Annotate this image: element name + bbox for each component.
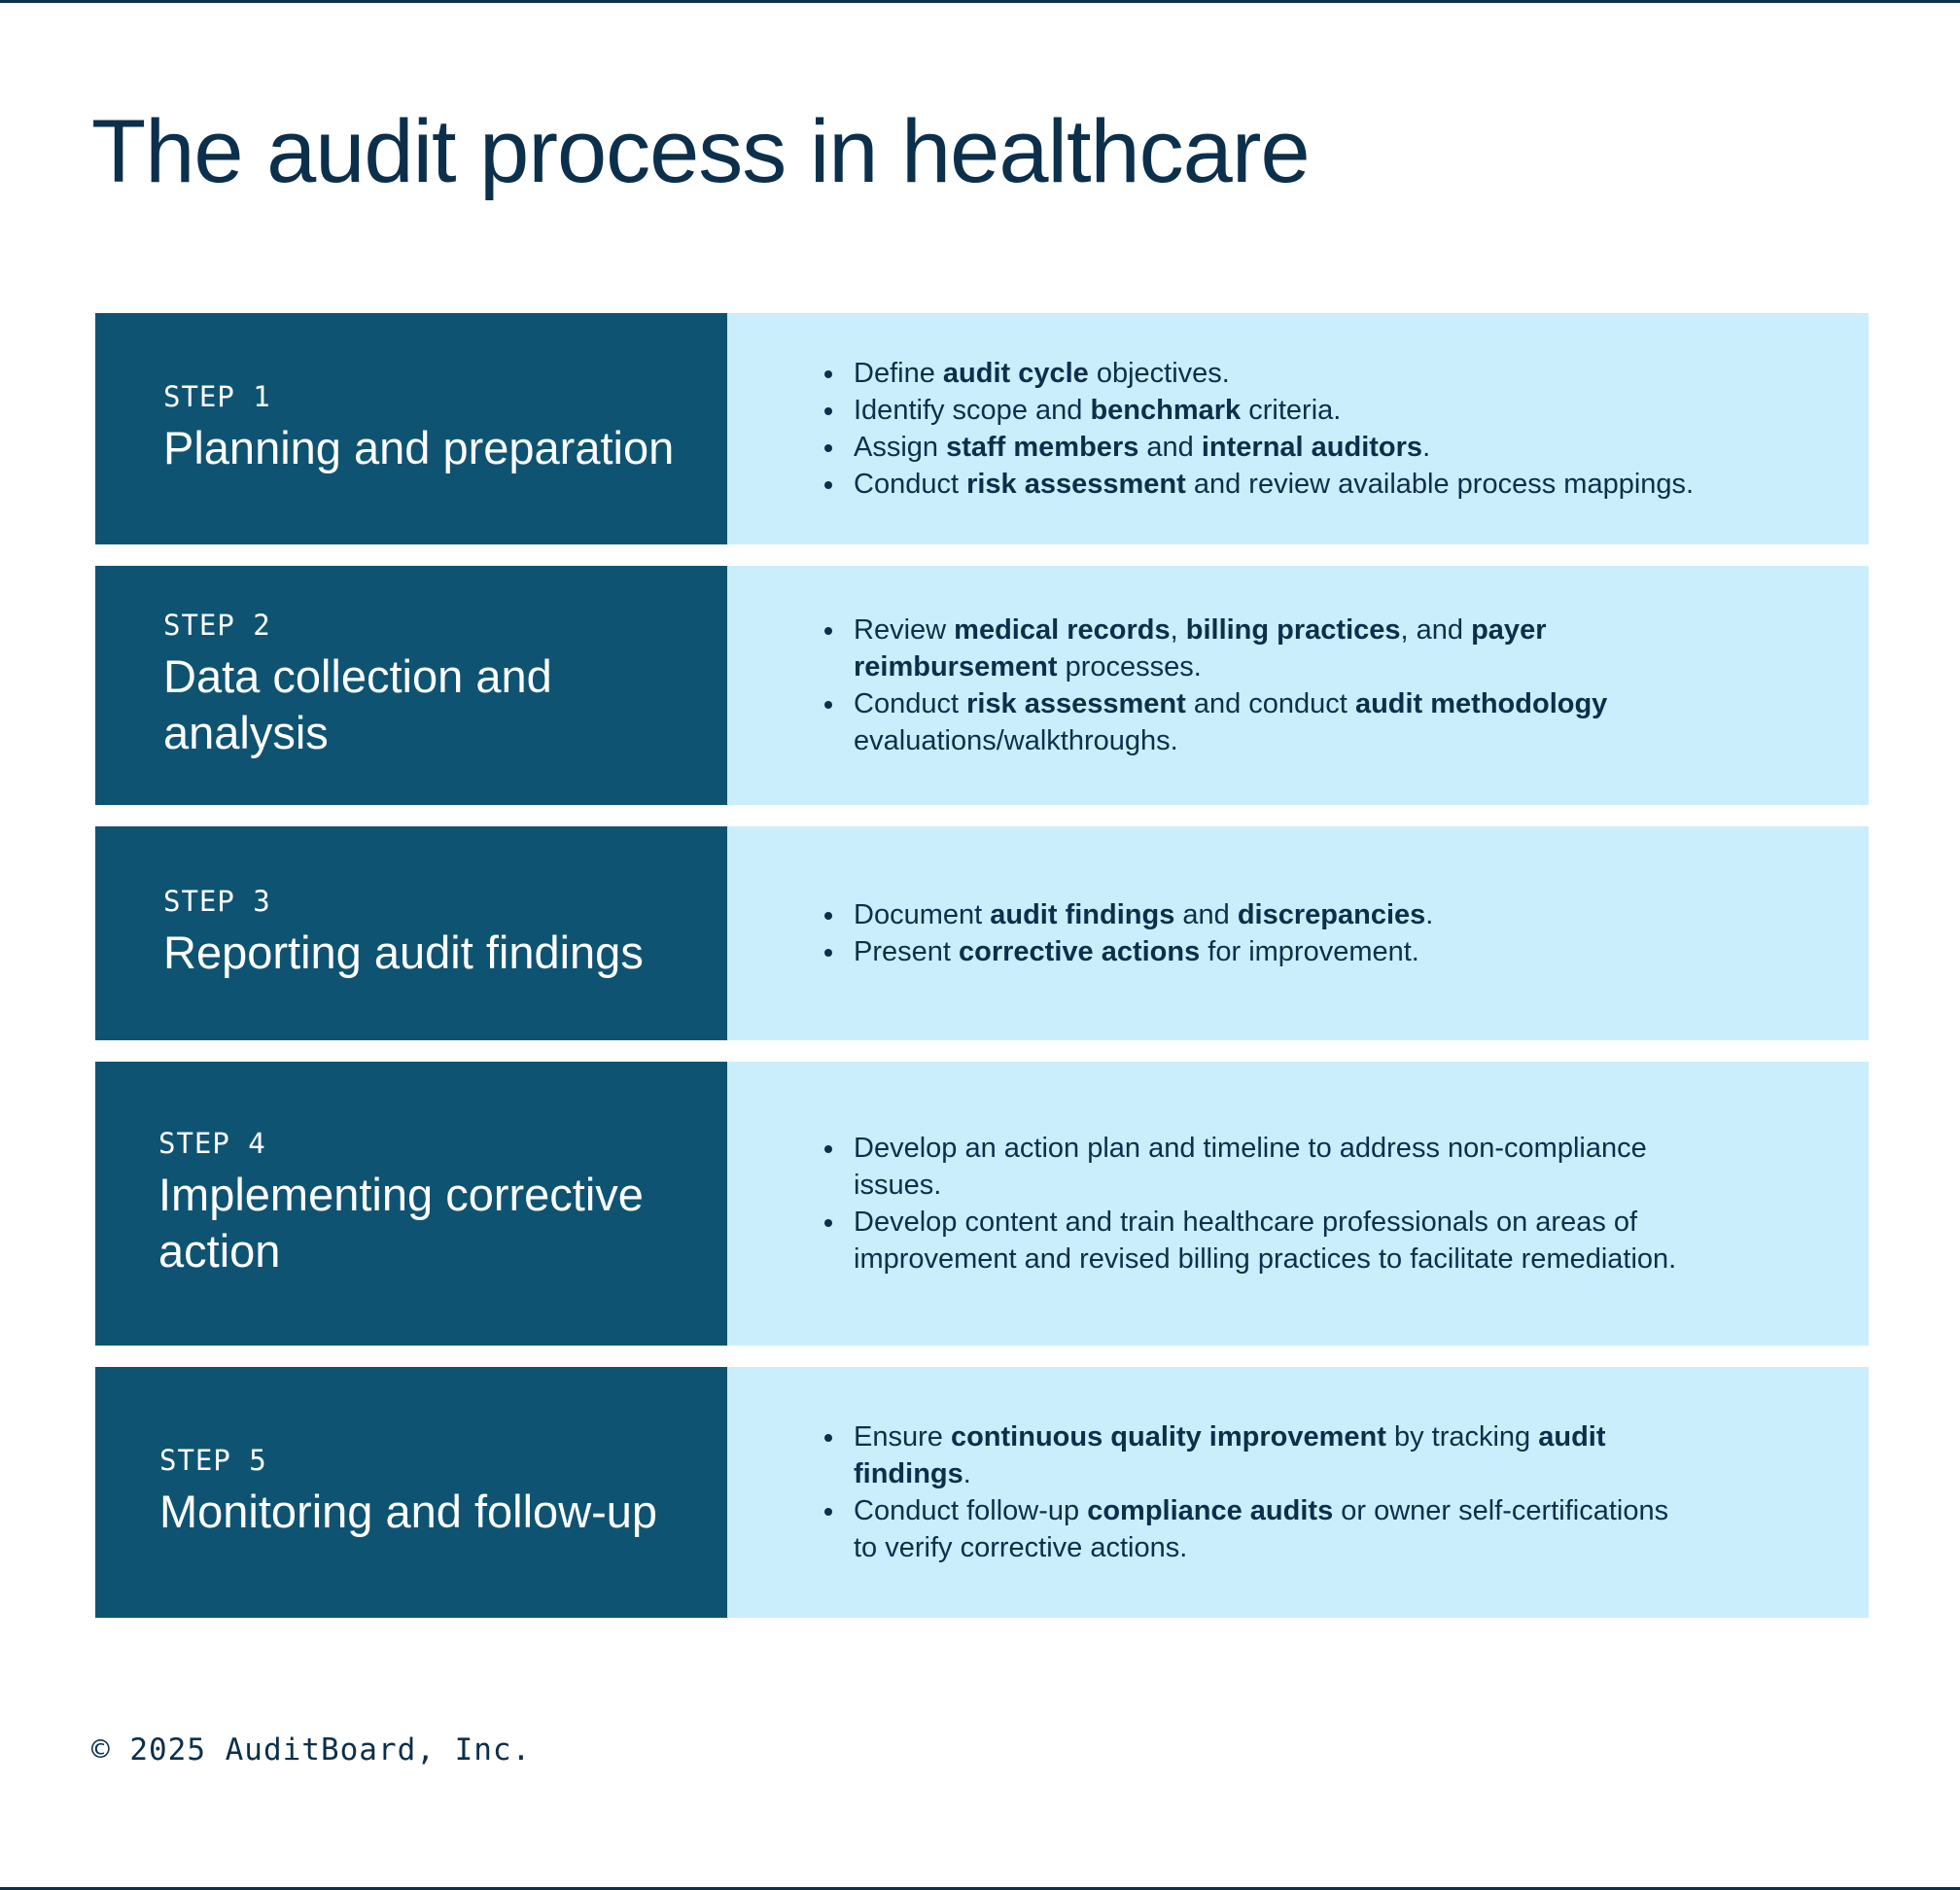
step-row: [95, 313, 1869, 544]
step-bullet-item: [822, 355, 1752, 392]
step-bullet-list: [822, 1418, 1698, 1566]
copyright-footer: © 2025 AuditBoard, Inc.: [91, 1732, 532, 1768]
bullet-emphasis: corrective actions: [959, 936, 1201, 967]
bullet-text: and: [1138, 432, 1202, 463]
bullet-emphasis: risk assessment: [966, 688, 1186, 719]
bullet-text: for improvement.: [1200, 936, 1419, 967]
step-bullet-list: [822, 355, 1752, 503]
step-bullet-item: [822, 1492, 1698, 1566]
step-header: [95, 566, 727, 805]
step-bullet-item: [822, 612, 1639, 685]
step-bullet-item: [822, 896, 1752, 933]
step-label: STEP 1: [163, 380, 271, 414]
step-bullet-list: [822, 1130, 1698, 1278]
step-bullet-item: [822, 933, 1752, 970]
bullet-text: evaluations/walkthroughs.: [854, 725, 1178, 756]
step-title: Planning and preparation: [163, 422, 675, 474]
step-header: [95, 1062, 727, 1346]
step-row: [95, 1367, 1869, 1618]
bullet-emphasis: continuous quality improvement: [950, 1421, 1386, 1452]
step-row: [95, 566, 1869, 805]
step-header: [95, 313, 727, 544]
step-label: STEP 3: [163, 885, 271, 919]
bullet-text: Develop an action plan and timeline to address non-compliance issues.: [854, 1133, 1647, 1201]
bullet-text: Document: [854, 899, 991, 930]
bullet-text: or owner self-certifications to verify corrective actions.: [854, 1495, 1669, 1563]
bullet-emphasis: risk assessment: [966, 469, 1186, 500]
step-bullet-item: [822, 1204, 1698, 1278]
bullet-text: and conduct: [1185, 688, 1355, 719]
bullet-text: Conduct: [854, 469, 967, 500]
top-border: [0, 0, 1960, 3]
bullet-text: objectives.: [1088, 358, 1230, 389]
bullet-emphasis: benchmark: [1090, 395, 1242, 426]
bullet-emphasis: medical records: [954, 614, 1171, 646]
bullet-text: and: [1174, 899, 1238, 930]
step-bullet-item: [822, 392, 1752, 429]
bullet-emphasis: payer reimbursement: [854, 614, 1547, 682]
step-details: [727, 566, 1869, 805]
step-bullet-list: [822, 612, 1639, 759]
step-row: [95, 826, 1869, 1040]
bullet-emphasis: audit cycle: [942, 358, 1089, 389]
step-bullet-item: [822, 1418, 1698, 1492]
bullet-text: Conduct: [854, 688, 967, 719]
bullet-emphasis: staff members: [946, 432, 1139, 463]
bullet-text: .: [1425, 899, 1434, 930]
step-details: [727, 313, 1869, 544]
step-label: STEP 5: [159, 1444, 267, 1478]
step-bullet-list: [822, 896, 1752, 970]
page-title: The audit process in healthcare: [91, 102, 1310, 201]
bullet-text: by tracking: [1385, 1421, 1539, 1452]
step-header: [95, 826, 727, 1040]
step-title: Implementing corrective action: [158, 1168, 644, 1278]
bullet-text: Define: [854, 358, 943, 389]
bullet-text: Present: [854, 936, 959, 967]
bullet-emphasis: billing practices: [1185, 614, 1401, 646]
step-bullet-item: [822, 1130, 1698, 1204]
bullet-text: Ensure: [854, 1421, 951, 1452]
step-bullet-item: [822, 685, 1639, 759]
step-label: STEP 2: [163, 608, 271, 642]
step-row: [95, 1062, 1869, 1346]
bullet-text: ,: [1170, 614, 1186, 646]
bullet-text: Assign: [854, 432, 947, 463]
bullet-emphasis: compliance audits: [1087, 1495, 1334, 1526]
step-bullet-item: [822, 429, 1752, 466]
bullet-emphasis: audit findings: [990, 899, 1175, 930]
bullet-text: Review: [854, 614, 955, 646]
bullet-text: criteria.: [1241, 395, 1342, 426]
step-details: [727, 826, 1869, 1040]
bullet-text: processes.: [1057, 651, 1202, 682]
bullet-emphasis: internal auditors: [1201, 432, 1423, 463]
step-label: STEP 4: [158, 1126, 266, 1160]
step-title: Data collection and analysis: [163, 649, 552, 759]
bullet-emphasis: discrepancies: [1237, 899, 1426, 930]
bullet-text: and review available process mappings.: [1185, 469, 1695, 500]
bullet-text: Conduct follow-up: [854, 1495, 1088, 1526]
step-bullet-item: [822, 466, 1752, 503]
step-details: [727, 1367, 1869, 1618]
bullet-emphasis: audit methodology: [1354, 688, 1608, 719]
bullet-emphasis: audit findings: [854, 1421, 1606, 1489]
bullet-text: .: [962, 1458, 971, 1489]
bullet-text: Identify scope and: [854, 395, 1091, 426]
step-header: [95, 1367, 727, 1618]
bullet-text: Develop content and train healthcare professionals on areas of improvement and revised billing practices to facilitate remediation.: [854, 1207, 1677, 1275]
step-title: Monitoring and follow-up: [159, 1486, 658, 1538]
step-title: Reporting audit findings: [163, 927, 644, 979]
bullet-text: .: [1422, 432, 1431, 463]
bullet-text: , and: [1400, 614, 1472, 646]
step-details: [727, 1062, 1869, 1346]
